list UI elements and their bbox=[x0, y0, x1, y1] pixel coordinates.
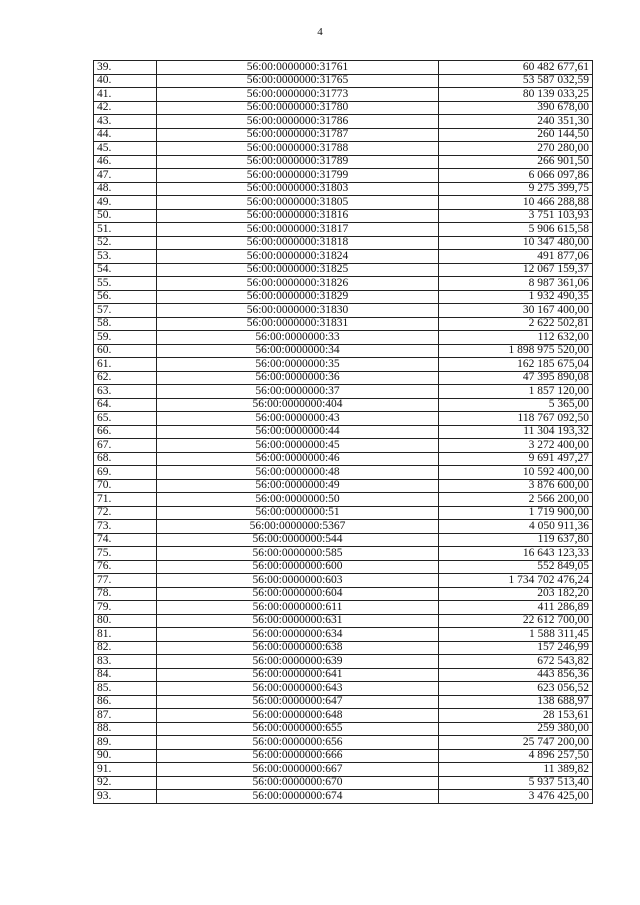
cadastral-value: 138 688,97 bbox=[439, 695, 593, 709]
table-row bbox=[94, 425, 593, 439]
row-number: 86. bbox=[94, 695, 157, 709]
row-number: 87. bbox=[94, 709, 157, 723]
cadastral-value: 4 896 257,50 bbox=[439, 749, 593, 763]
cadastral-number: 56:00:0000000:404 bbox=[157, 398, 439, 412]
cadastral-number: 56:00:0000000:674 bbox=[157, 790, 439, 804]
row-number: 45. bbox=[94, 142, 157, 156]
row-number: 76. bbox=[94, 560, 157, 574]
row-number: 81. bbox=[94, 628, 157, 642]
cadastral-number: 56:00:0000000:31787 bbox=[157, 128, 439, 142]
row-number: 57. bbox=[94, 304, 157, 318]
cadastral-number: 56:00:0000000:656 bbox=[157, 736, 439, 750]
table-row bbox=[94, 385, 593, 399]
cadastral-number: 56:00:0000000:655 bbox=[157, 722, 439, 736]
table-row bbox=[94, 574, 593, 588]
table-row bbox=[94, 790, 593, 804]
cadastral-value: 3 876 600,00 bbox=[439, 479, 593, 493]
cadastral-value: 5 937 513,40 bbox=[439, 776, 593, 790]
table-row bbox=[94, 317, 593, 331]
table-row bbox=[94, 209, 593, 223]
table-row bbox=[94, 641, 593, 655]
table-row bbox=[94, 398, 593, 412]
cadastral-value: 270 280,00 bbox=[439, 142, 593, 156]
row-number: 91. bbox=[94, 763, 157, 777]
cadastral-number: 56:00:0000000:49 bbox=[157, 479, 439, 493]
cadastral-value: 1 719 900,00 bbox=[439, 506, 593, 520]
cadastral-number: 56:00:0000000:648 bbox=[157, 709, 439, 723]
cadastral-value: 28 153,61 bbox=[439, 709, 593, 723]
cadastral-number: 56:00:0000000:45 bbox=[157, 439, 439, 453]
row-number: 68. bbox=[94, 452, 157, 466]
cadastral-value: 260 144,50 bbox=[439, 128, 593, 142]
table-row bbox=[94, 452, 593, 466]
cadastral-value: 30 167 400,00 bbox=[439, 304, 593, 318]
row-number: 88. bbox=[94, 722, 157, 736]
table-row bbox=[94, 547, 593, 561]
cadastral-number: 56:00:0000000:31816 bbox=[157, 209, 439, 223]
row-number: 48. bbox=[94, 182, 157, 196]
cadastral-number: 56:00:0000000:31780 bbox=[157, 101, 439, 115]
row-number: 71. bbox=[94, 493, 157, 507]
cadastral-value: 491 877,06 bbox=[439, 250, 593, 264]
table-row bbox=[94, 601, 593, 615]
cadastral-value: 11 304 193,32 bbox=[439, 425, 593, 439]
cadastral-value: 162 185 675,04 bbox=[439, 358, 593, 372]
cadastral-number: 56:00:0000000:604 bbox=[157, 587, 439, 601]
cadastral-number: 56:00:0000000:31805 bbox=[157, 196, 439, 210]
table-row bbox=[94, 520, 593, 534]
cadastral-value: 2 622 502,81 bbox=[439, 317, 593, 331]
cadastral-value: 203 182,20 bbox=[439, 587, 593, 601]
cadastral-number: 56:00:0000000:600 bbox=[157, 560, 439, 574]
cadastral-value: 9 275 399,75 bbox=[439, 182, 593, 196]
cadastral-number: 56:00:0000000:31825 bbox=[157, 263, 439, 277]
table-row bbox=[94, 668, 593, 682]
table-row bbox=[94, 277, 593, 291]
table-row bbox=[94, 439, 593, 453]
cadastral-value: 4 050 911,36 bbox=[439, 520, 593, 534]
cadastral-value: 1 734 702 476,24 bbox=[439, 574, 593, 588]
table-row bbox=[94, 169, 593, 183]
row-number: 73. bbox=[94, 520, 157, 534]
cadastral-number: 56:00:0000000:36 bbox=[157, 371, 439, 385]
row-number: 72. bbox=[94, 506, 157, 520]
cadastral-value: 22 612 700,00 bbox=[439, 614, 593, 628]
cadastral-number: 56:00:0000000:33 bbox=[157, 331, 439, 345]
cadastral-value: 443 856,36 bbox=[439, 668, 593, 682]
cadastral-value: 240 351,30 bbox=[439, 115, 593, 129]
cadastral-value: 411 286,89 bbox=[439, 601, 593, 615]
cadastral-number: 56:00:0000000:639 bbox=[157, 655, 439, 669]
row-number: 65. bbox=[94, 412, 157, 426]
table-row bbox=[94, 655, 593, 669]
table-row bbox=[94, 331, 593, 345]
table-row bbox=[94, 182, 593, 196]
row-number: 43. bbox=[94, 115, 157, 129]
cadastral-value: 552 849,05 bbox=[439, 560, 593, 574]
cadastral-number: 56:00:0000000:35 bbox=[157, 358, 439, 372]
cadastral-number: 56:00:0000000:31786 bbox=[157, 115, 439, 129]
cadastral-number: 56:00:0000000:31761 bbox=[157, 61, 439, 75]
cadastral-value: 1 588 311,45 bbox=[439, 628, 593, 642]
table-row bbox=[94, 290, 593, 304]
cadastral-number: 56:00:0000000:641 bbox=[157, 668, 439, 682]
table-row bbox=[94, 101, 593, 115]
row-number: 62. bbox=[94, 371, 157, 385]
table-row bbox=[94, 763, 593, 777]
cadastral-value: 3 751 103,93 bbox=[439, 209, 593, 223]
cadastral-number: 56:00:0000000:31788 bbox=[157, 142, 439, 156]
row-number: 47. bbox=[94, 169, 157, 183]
cadastral-number: 56:00:0000000:544 bbox=[157, 533, 439, 547]
table-row bbox=[94, 776, 593, 790]
table-row bbox=[94, 344, 593, 358]
row-number: 41. bbox=[94, 88, 157, 102]
cadastral-number: 56:00:0000000:31803 bbox=[157, 182, 439, 196]
row-number: 63. bbox=[94, 385, 157, 399]
table-row bbox=[94, 74, 593, 88]
cadastral-value: 6 066 097,86 bbox=[439, 169, 593, 183]
table-row bbox=[94, 128, 593, 142]
table-row bbox=[94, 628, 593, 642]
cadastral-number: 56:00:0000000:51 bbox=[157, 506, 439, 520]
page-number: 4 bbox=[317, 26, 323, 38]
cadastral-number: 56:00:0000000:48 bbox=[157, 466, 439, 480]
cadastral-number: 56:00:0000000:643 bbox=[157, 682, 439, 696]
cadastral-value: 112 632,00 bbox=[439, 331, 593, 345]
cadastral-value: 60 482 677,61 bbox=[439, 61, 593, 75]
row-number: 55. bbox=[94, 277, 157, 291]
row-number: 92. bbox=[94, 776, 157, 790]
table-row bbox=[94, 250, 593, 264]
table-row bbox=[94, 142, 593, 156]
cadastral-value-table bbox=[93, 60, 593, 804]
row-number: 46. bbox=[94, 155, 157, 169]
table-row bbox=[94, 587, 593, 601]
row-number: 56. bbox=[94, 290, 157, 304]
cadastral-number: 56:00:0000000:34 bbox=[157, 344, 439, 358]
row-number: 39. bbox=[94, 61, 157, 75]
table-row bbox=[94, 614, 593, 628]
table-row bbox=[94, 682, 593, 696]
table-row bbox=[94, 371, 593, 385]
table-row bbox=[94, 412, 593, 426]
row-number: 83. bbox=[94, 655, 157, 669]
table-row bbox=[94, 155, 593, 169]
table-row bbox=[94, 196, 593, 210]
table-row bbox=[94, 709, 593, 723]
row-number: 75. bbox=[94, 547, 157, 561]
table-row bbox=[94, 479, 593, 493]
row-number: 49. bbox=[94, 196, 157, 210]
table-row bbox=[94, 506, 593, 520]
cadastral-number: 56:00:0000000:611 bbox=[157, 601, 439, 615]
cadastral-number: 56:00:0000000:670 bbox=[157, 776, 439, 790]
row-number: 53. bbox=[94, 250, 157, 264]
cadastral-number: 56:00:0000000:44 bbox=[157, 425, 439, 439]
cadastral-value: 5 906 615,58 bbox=[439, 223, 593, 237]
row-number: 70. bbox=[94, 479, 157, 493]
row-number: 60. bbox=[94, 344, 157, 358]
row-number: 52. bbox=[94, 236, 157, 250]
table-row bbox=[94, 115, 593, 129]
cadastral-value: 47 395 890,08 bbox=[439, 371, 593, 385]
cadastral-number: 56:00:0000000:31818 bbox=[157, 236, 439, 250]
cadastral-number: 56:00:0000000:631 bbox=[157, 614, 439, 628]
cadastral-value: 10 347 480,00 bbox=[439, 236, 593, 250]
table-row bbox=[94, 466, 593, 480]
row-number: 93. bbox=[94, 790, 157, 804]
cadastral-value: 259 380,00 bbox=[439, 722, 593, 736]
cadastral-value: 5 365,00 bbox=[439, 398, 593, 412]
cadastral-value: 2 566 200,00 bbox=[439, 493, 593, 507]
row-number: 66. bbox=[94, 425, 157, 439]
row-number: 44. bbox=[94, 128, 157, 142]
cadastral-value: 16 643 123,33 bbox=[439, 547, 593, 561]
row-number: 40. bbox=[94, 74, 157, 88]
cadastral-value: 12 067 159,37 bbox=[439, 263, 593, 277]
cadastral-number: 56:00:0000000:46 bbox=[157, 452, 439, 466]
cadastral-value: 25 747 200,00 bbox=[439, 736, 593, 750]
cadastral-value: 3 476 425,00 bbox=[439, 790, 593, 804]
row-number: 54. bbox=[94, 263, 157, 277]
cadastral-number: 56:00:0000000:50 bbox=[157, 493, 439, 507]
cadastral-value: 118 767 092,50 bbox=[439, 412, 593, 426]
cadastral-value: 8 987 361,06 bbox=[439, 277, 593, 291]
table-row bbox=[94, 749, 593, 763]
table-row bbox=[94, 560, 593, 574]
cadastral-number: 56:00:0000000:43 bbox=[157, 412, 439, 426]
cadastral-value: 11 389,82 bbox=[439, 763, 593, 777]
cadastral-value: 623 056,52 bbox=[439, 682, 593, 696]
table-row bbox=[94, 533, 593, 547]
cadastral-value: 10 466 288,88 bbox=[439, 196, 593, 210]
cadastral-value: 10 592 400,00 bbox=[439, 466, 593, 480]
cadastral-number: 56:00:0000000:638 bbox=[157, 641, 439, 655]
table-row bbox=[94, 223, 593, 237]
cadastral-value: 1 932 490,35 bbox=[439, 290, 593, 304]
cadastral-number: 56:00:0000000:31765 bbox=[157, 74, 439, 88]
table-row bbox=[94, 263, 593, 277]
row-number: 78. bbox=[94, 587, 157, 601]
row-number: 42. bbox=[94, 101, 157, 115]
cadastral-number: 56:00:0000000:31830 bbox=[157, 304, 439, 318]
row-number: 51. bbox=[94, 223, 157, 237]
cadastral-number: 56:00:0000000:31831 bbox=[157, 317, 439, 331]
cadastral-value: 119 637,80 bbox=[439, 533, 593, 547]
cadastral-value: 1 857 120,00 bbox=[439, 385, 593, 399]
row-number: 84. bbox=[94, 668, 157, 682]
cadastral-number: 56:00:0000000:667 bbox=[157, 763, 439, 777]
cadastral-value: 80 139 033,25 bbox=[439, 88, 593, 102]
table-row bbox=[94, 493, 593, 507]
row-number: 74. bbox=[94, 533, 157, 547]
row-number: 64. bbox=[94, 398, 157, 412]
table-row bbox=[94, 236, 593, 250]
table-row bbox=[94, 736, 593, 750]
cadastral-value: 157 246,99 bbox=[439, 641, 593, 655]
row-number: 67. bbox=[94, 439, 157, 453]
table-row bbox=[94, 358, 593, 372]
row-number: 69. bbox=[94, 466, 157, 480]
cadastral-value: 9 691 497,27 bbox=[439, 452, 593, 466]
table-body bbox=[94, 61, 593, 804]
cadastral-number: 56:00:0000000:31773 bbox=[157, 88, 439, 102]
row-number: 89. bbox=[94, 736, 157, 750]
row-number: 61. bbox=[94, 358, 157, 372]
cadastral-value: 672 543,82 bbox=[439, 655, 593, 669]
cadastral-number: 56:00:0000000:31789 bbox=[157, 155, 439, 169]
row-number: 82. bbox=[94, 641, 157, 655]
row-number: 59. bbox=[94, 331, 157, 345]
cadastral-number: 56:00:0000000:5367 bbox=[157, 520, 439, 534]
cadastral-value: 3 272 400,00 bbox=[439, 439, 593, 453]
row-number: 85. bbox=[94, 682, 157, 696]
cadastral-number: 56:00:0000000:31826 bbox=[157, 277, 439, 291]
cadastral-number: 56:00:0000000:31829 bbox=[157, 290, 439, 304]
table-row bbox=[94, 722, 593, 736]
table-row bbox=[94, 88, 593, 102]
row-number: 79. bbox=[94, 601, 157, 615]
cadastral-number: 56:00:0000000:31817 bbox=[157, 223, 439, 237]
cadastral-number: 56:00:0000000:37 bbox=[157, 385, 439, 399]
table-row bbox=[94, 695, 593, 709]
cadastral-value: 53 587 032,59 bbox=[439, 74, 593, 88]
cadastral-number: 56:00:0000000:634 bbox=[157, 628, 439, 642]
row-number: 90. bbox=[94, 749, 157, 763]
cadastral-value: 266 901,50 bbox=[439, 155, 593, 169]
cadastral-value: 390 678,00 bbox=[439, 101, 593, 115]
cadastral-number: 56:00:0000000:585 bbox=[157, 547, 439, 561]
cadastral-number: 56:00:0000000:647 bbox=[157, 695, 439, 709]
row-number: 50. bbox=[94, 209, 157, 223]
cadastral-value: 1 898 975 520,00 bbox=[439, 344, 593, 358]
row-number: 58. bbox=[94, 317, 157, 331]
table-row bbox=[94, 304, 593, 318]
cadastral-number: 56:00:0000000:603 bbox=[157, 574, 439, 588]
row-number: 77. bbox=[94, 574, 157, 588]
cadastral-number: 56:00:0000000:666 bbox=[157, 749, 439, 763]
cadastral-number: 56:00:0000000:31824 bbox=[157, 250, 439, 264]
row-number: 80. bbox=[94, 614, 157, 628]
cadastral-number: 56:00:0000000:31799 bbox=[157, 169, 439, 183]
table-row bbox=[94, 61, 593, 75]
